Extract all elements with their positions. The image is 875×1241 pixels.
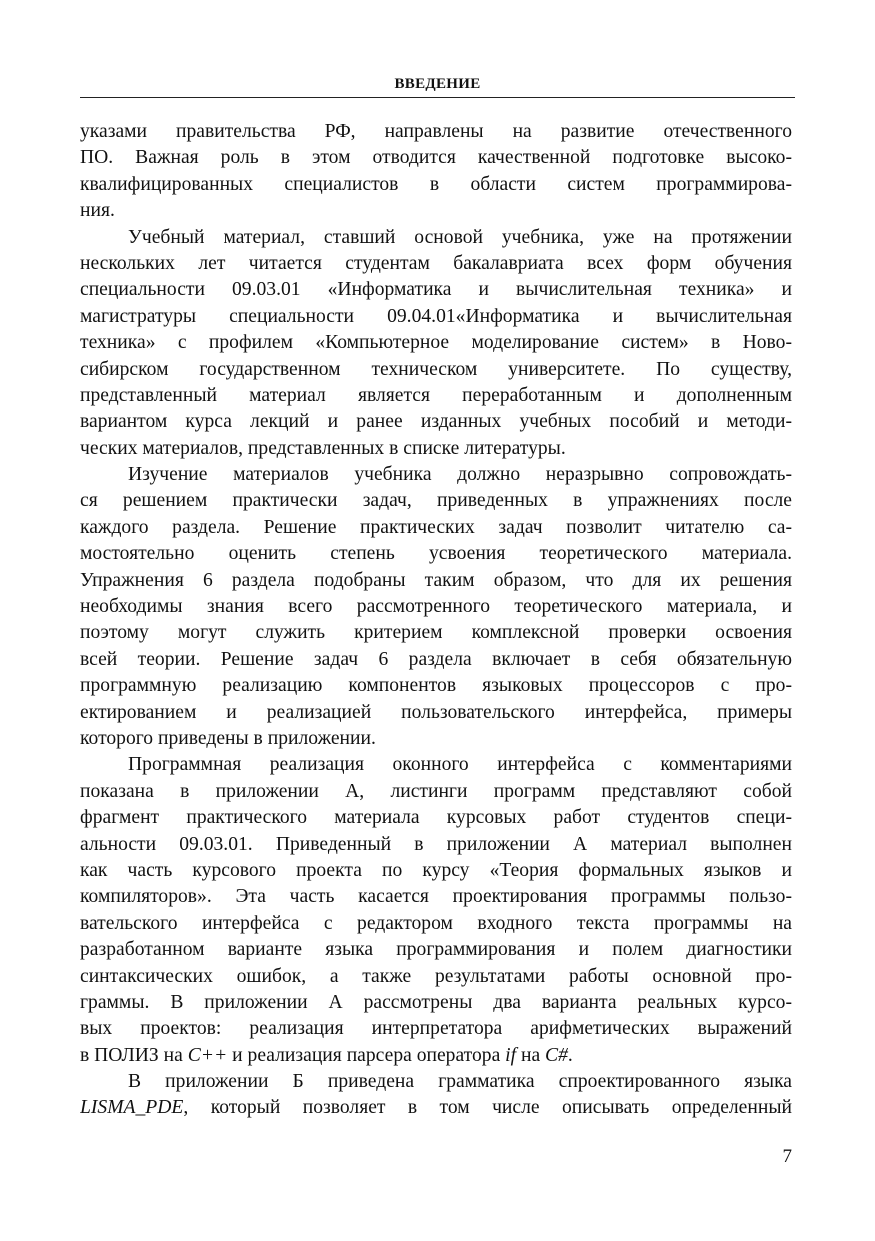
text-line [80, 673, 792, 699]
text-line [80, 884, 792, 910]
text-run: которого приведены в приложении. [80, 727, 376, 749]
text-line [80, 119, 792, 145]
text-run: каждого раздела. Решение практических задач позволит читателю са- [80, 516, 792, 538]
paragraph [80, 462, 792, 752]
text-run: ПО. Важная роль в этом отводится качественной подготовке высоко- [80, 147, 792, 169]
header-rule [80, 97, 795, 98]
text-run: вательского интерфейса с редактором входного текста программы на [80, 912, 792, 934]
text-line [80, 541, 792, 567]
text-run: техника» с профилем «Компьютерное моделирование систем» в Ново- [80, 332, 792, 354]
page-number: 7 [782, 1146, 792, 1167]
text-run: квалифицированных специалистов в области систем программирова- [80, 173, 792, 195]
text-line [80, 911, 792, 937]
text-run: В приложении Б приведена грамматика спроектированного языка [128, 1071, 792, 1093]
text-run: ческих материалов, представленных в списке литературы. [80, 437, 566, 459]
text-run: как часть курсового проекта по курсу «Теория формальных языков и [80, 859, 792, 881]
text-run: Изучение материалов учебника должно неразрывно сопровождать- [128, 464, 792, 486]
text-run: сибирском государственном техническом университете. По существу, [80, 358, 792, 380]
text-run: фрагмент практического материала курсовых работ студентов специ- [80, 807, 792, 829]
italic-text: LISMA_PDE [80, 1097, 184, 1119]
text-run: вариантом курса лекций и ранее изданных учебных пособий и методи- [80, 411, 792, 433]
text-line [80, 277, 792, 303]
text-run: , который позволяет в том числе описывать определенный [183, 1097, 792, 1119]
text-line [80, 858, 792, 884]
text-run: ния. [80, 200, 115, 222]
text-line [80, 1043, 792, 1069]
text-run: на [516, 1044, 546, 1066]
running-header: ВВЕДЕНИЕ [394, 76, 481, 92]
text-run: всей теории. Решение задач 6 раздела включает в себя обязательную [80, 648, 792, 670]
text-line [80, 251, 792, 277]
text-line [80, 145, 792, 171]
italic-text: if [505, 1044, 517, 1066]
italic-text: C++ [187, 1044, 228, 1066]
text-line [80, 515, 792, 541]
text-run: компиляторов». Эта часть касается проектирования программы пользо- [80, 886, 792, 908]
text-line [80, 1069, 792, 1095]
text-run: и реализация парсера оператора [227, 1044, 506, 1066]
text-run: вых проектов: реализация интерпретатора арифметических выражений [80, 1018, 792, 1040]
text-run: необходимы знания всего рассмотренного теоретического материала, и [80, 596, 792, 618]
text-run: Учебный материал, ставший основой учебника, уже на протяжении [128, 226, 792, 248]
text-line [80, 304, 792, 330]
text-run: указами правительства РФ, направлены на развитие отечественного [80, 121, 792, 142]
text-run: альности 09.03.01. Приведенный в приложении А материал выполнен [80, 833, 792, 855]
text-run: показана в приложении А, листинги программ представляют собой [80, 780, 792, 802]
text-line [80, 172, 792, 198]
text-run: поэтому могут служить критерием комплексной проверки освоения [80, 622, 792, 644]
text-line [80, 990, 792, 1016]
italic-text: C# [545, 1044, 568, 1066]
text-line [80, 1016, 792, 1042]
text-run: . [567, 1044, 573, 1066]
text-line [80, 462, 792, 488]
paragraph [80, 1069, 792, 1122]
text-line [80, 647, 792, 673]
text-line [80, 964, 792, 990]
text-run: программную реализацию компонентов языковых процессоров с про- [80, 675, 792, 697]
text-line [80, 409, 792, 435]
paragraph [80, 752, 792, 1069]
text-line [80, 357, 792, 383]
text-line [80, 779, 792, 805]
text-line [80, 726, 792, 752]
text-line [80, 330, 792, 356]
text-line [80, 752, 792, 778]
text-line [80, 594, 792, 620]
text-run: мостоятельно оценить степень усвоения теоретического материала. [80, 543, 792, 565]
text-line [80, 832, 792, 858]
text-line [80, 198, 792, 224]
text-run: в ПОЛИЗ на [80, 1044, 188, 1066]
text-run: представленный материал является переработанным и дополненным [80, 384, 792, 406]
body-text [80, 119, 792, 1122]
text-line [80, 1095, 792, 1121]
text-run: нескольких лет читается студентам бакалавриата всех форм обучения [80, 252, 792, 274]
text-run: магистратуры специальности 09.04.01«Информатика и вычислительная [80, 305, 792, 327]
text-run: граммы. В приложении А рассмотрены два варианта реальных курсо- [80, 991, 792, 1013]
text-run: Программная реализация оконного интерфейса с комментариями [128, 754, 792, 776]
text-line [80, 488, 792, 514]
text-run: ектированием и реализацией пользовательского интерфейса, примеры [80, 701, 792, 723]
text-line [80, 805, 792, 831]
text-run: разработанном варианте языка программирования и полем диагностики [80, 939, 792, 961]
text-line [80, 700, 792, 726]
text-line [80, 937, 792, 963]
text-run: специальности 09.03.01 «Информатика и вычислительная техника» и [80, 279, 792, 301]
text-line [80, 383, 792, 409]
text-run: синтаксических ошибок, а также результатами работы основной про- [80, 965, 792, 987]
text-run: Упражнения 6 раздела подобраны таким образом, что для их решения [80, 569, 792, 591]
paragraph [80, 225, 792, 463]
paragraph [80, 119, 792, 225]
text-line [80, 620, 792, 646]
text-line [80, 436, 792, 462]
text-run: ся решением практически задач, приведенных в упражнениях после [80, 490, 792, 512]
text-line [80, 225, 792, 251]
text-line [80, 568, 792, 594]
